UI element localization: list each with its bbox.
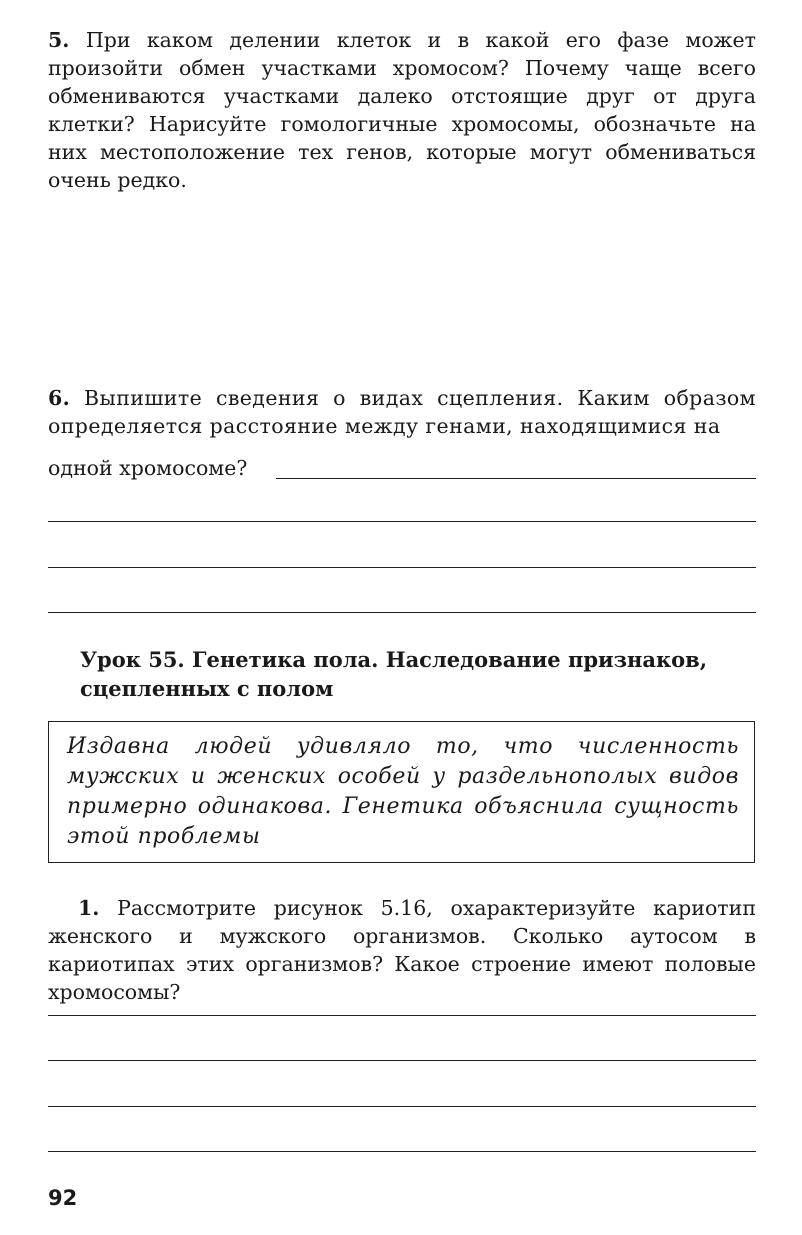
question-6-continuation <box>48 454 247 482</box>
question-1-text: Рассмотрите рисунок 5.16, охарактеризуйте кариотип женского и мужского организмов. Сколько аутосом в кариотипах этих организмов? Какое строение имеют половые хромосомы? <box>48 896 756 1004</box>
answer-line[interactable] <box>48 1060 756 1061</box>
epigraph-box <box>48 721 755 863</box>
answer-line[interactable] <box>48 521 756 522</box>
question-6-text-end: одной хромосоме? <box>48 456 248 480</box>
question-6-text: Выпишите сведения о видах сцепления. Каким образом определяется расстояние между генами, находящимися на <box>48 386 756 438</box>
answer-line[interactable] <box>48 612 756 613</box>
question-6 <box>48 384 756 440</box>
question-1 <box>48 894 756 1006</box>
page-number: 92 <box>48 1186 78 1210</box>
answer-line[interactable] <box>48 1015 756 1016</box>
epigraph-text: Издавна людей удивляло то, что численность мужских и женских особей у раздельнополых видов примерно одинакова. Генетика объяснила сущность этой проблемы <box>67 734 739 849</box>
answer-line[interactable] <box>48 1151 756 1152</box>
answer-line[interactable] <box>48 1106 756 1107</box>
question-6-number: 6. <box>48 386 71 410</box>
question-1-number: 1. <box>78 896 100 920</box>
answer-line[interactable] <box>48 567 756 568</box>
question-5 <box>48 26 756 194</box>
answer-line[interactable] <box>276 478 756 479</box>
question-5-text: При каком делении клеток и в какой его фазе может произойти обмен участками хромосом? Почему чаще всего обмениваются участками далеко отстоящие друг от друга клетки? Нарисуйте гомологичные хромосомы, обозначьте на них местоположение тех генов, которые могут обмениваться очень редко. <box>48 28 756 192</box>
lesson-title: Урок 55. Генетика пола. Наследование признаков, сцепленных с полом <box>80 647 708 701</box>
question-5-number: 5. <box>48 28 70 52</box>
